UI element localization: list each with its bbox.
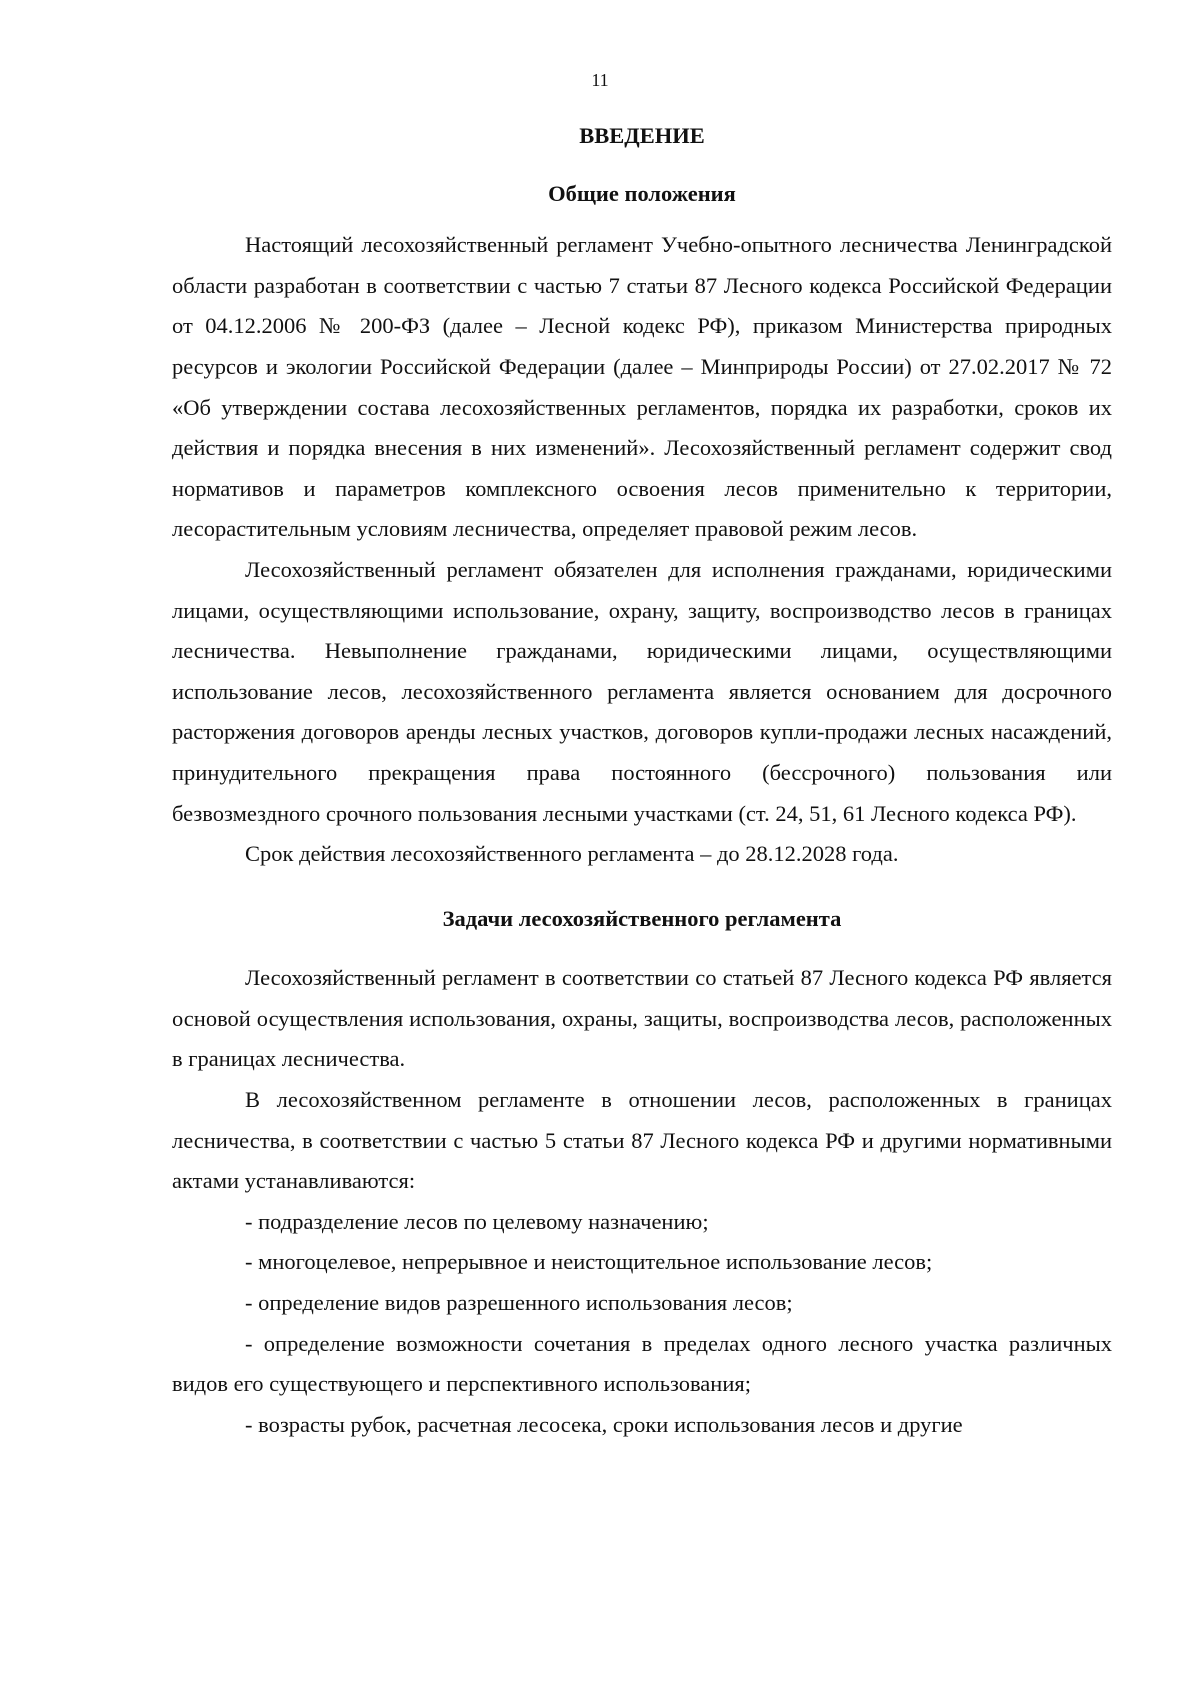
- paragraph: Лесохозяйственный регламент в соответствии со статьей 87 Лесного кодекса РФ является основой осуществления использования, охраны, защиты, воспроизводства лесов, расположенных в границах лесничества.: [172, 965, 1112, 1072]
- paragraph: В лесохозяйственном регламенте в отношении лесов, расположенных в границах лесничества, в соответствии с частью 5 статьи 87 Лесного кодекса РФ и другими нормативными актами устанавливаются:: [172, 1087, 1112, 1194]
- paragraph: Настоящий лесохозяйственный регламент Учебно-опытного лесничества Ленинградской области разработан в соответствии с частью 7 статьи 87 Лесного кодекса Российской Федерации от 04.12.2006 № 200-ФЗ (далее – Лесной кодекс РФ), приказом Министерства природных ресурсов и экологии Российской Федерации (далее – Минприроды России) от 27.02.2017 № 72 «Об утверждении состава лесохозяйственных регламентов, порядка их разработки, сроков их действия и порядка внесения в них изменений». Лесохозяйственный регламент содержит свод нормативов и параметров комплексного освоения лесов применительно к территории, лесорастительным условиям лесничества, определяет правовой режим лесов.: [172, 232, 1112, 542]
- list-item: - определение видов разрешенного использования лесов;: [245, 1290, 793, 1316]
- list-item: - многоцелевое, непрерывное и неистощительное использование лесов;: [245, 1249, 933, 1275]
- list-item: - определение возможности сочетания в пределах одного лесного участка различных видов его существующего и перспективного использования;: [172, 1330, 1112, 1397]
- list-item: - подразделение лесов по целевому назначению;: [245, 1208, 709, 1234]
- list-item: - возрасты рубок, расчетная лесосека, сроки использования лесов и другие: [245, 1411, 963, 1437]
- page-number: 11: [591, 70, 609, 90]
- paragraph: Лесохозяйственный регламент обязателен для исполнения гражданами, юридическими лицами, осуществляющими использование, охрану, защиту, воспроизводство лесов в границах лесничества. Невыполнение гражданами, юридическими лицами, осуществляющими использование лесов, лесохозяйственного регламента является основанием для досрочного расторжения договоров аренды лесных участков, договоров купли-продажи лесных насаждений, принудительного прекращения права постоянного (бессрочного) пользования или безвозмездного срочного пользования лесными участками (ст. 24, 51, 61 Лесного кодекса РФ).: [172, 556, 1112, 826]
- heading-tasks: Задачи лесохозяйственного регламента: [442, 905, 842, 931]
- title-introduction: ВВЕДЕНИЕ: [579, 123, 705, 148]
- heading-general-provisions: Общие положения: [548, 180, 736, 206]
- page-content: [172, 112, 1112, 1445]
- paragraph: Срок действия лесохозяйственного регламента – до 28.12.2028 года.: [245, 841, 899, 867]
